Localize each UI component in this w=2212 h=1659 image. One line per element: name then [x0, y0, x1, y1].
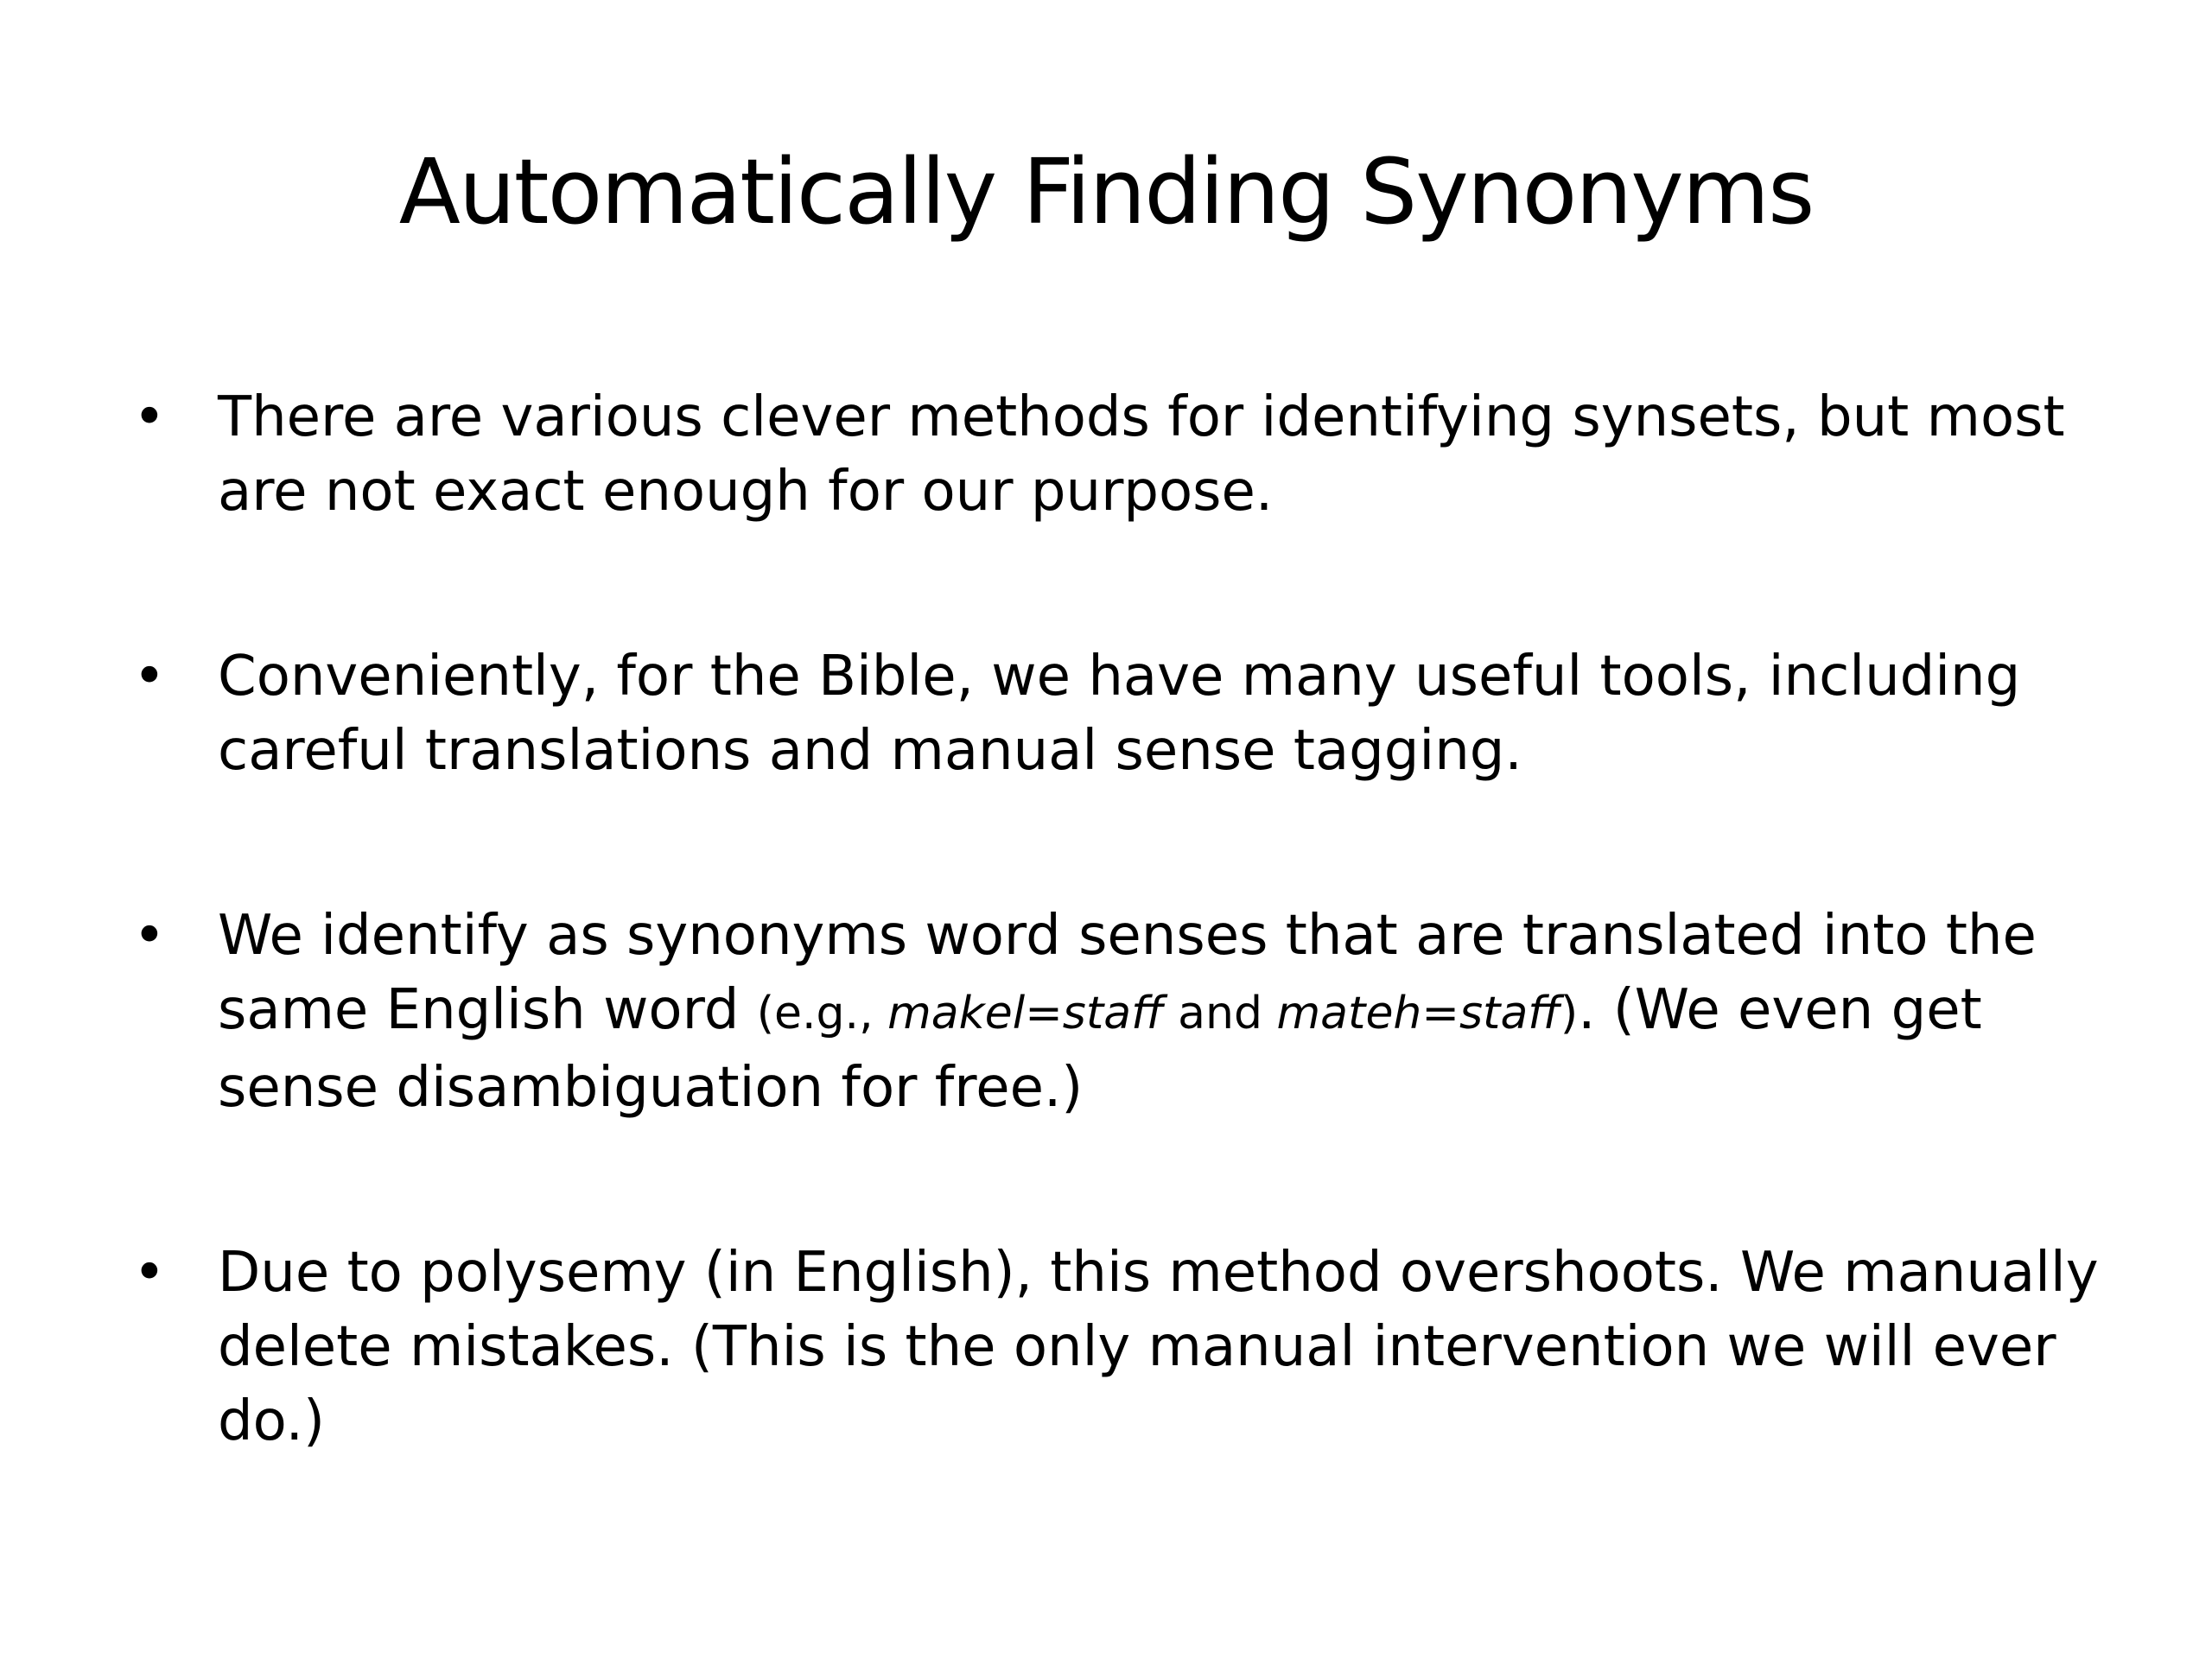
bullet-text: There are various clever methods for identifying synsets, but most are not exact enough for our purpose.	[218, 385, 2065, 524]
slide-title: Automatically Finding Synonyms	[398, 139, 1814, 245]
bullet-marker: •	[133, 904, 166, 968]
bullet-text	[218, 899, 2108, 1125]
bullet-item-4	[130, 1236, 2108, 1459]
bullet-marker: •	[133, 645, 166, 709]
bullet-text-part-a: We identify as synonyms word senses that are translated into the same English word	[218, 904, 2037, 1042]
bullet-text: Conveniently, for the Bible, we have many useful tools, including careful translations and manual sense tagging.	[218, 645, 2021, 783]
bullet-text-part-b: . (We even get sense disambiguation for free.)	[218, 978, 1982, 1120]
bullet-item-1	[130, 380, 2108, 529]
example-term-makel: makel=staff	[887, 988, 1164, 1039]
bullet-item-2	[130, 639, 2108, 788]
bullet-text: Due to polysemy (in English), this method overshoots. We manually delete mistakes. (This is the only manual intervention we will ever do.)	[218, 1241, 2099, 1453]
bullet-marker: •	[133, 385, 166, 449]
example-and: and	[1163, 988, 1277, 1039]
bullet-list	[130, 380, 2108, 1569]
bullet-item-3	[130, 899, 2108, 1125]
bullet-marker: •	[133, 1241, 166, 1305]
example-close: )	[1560, 988, 1579, 1039]
example-open: (e.g.,	[756, 988, 888, 1039]
example-term-mateh: mateh=staff	[1276, 988, 1560, 1039]
